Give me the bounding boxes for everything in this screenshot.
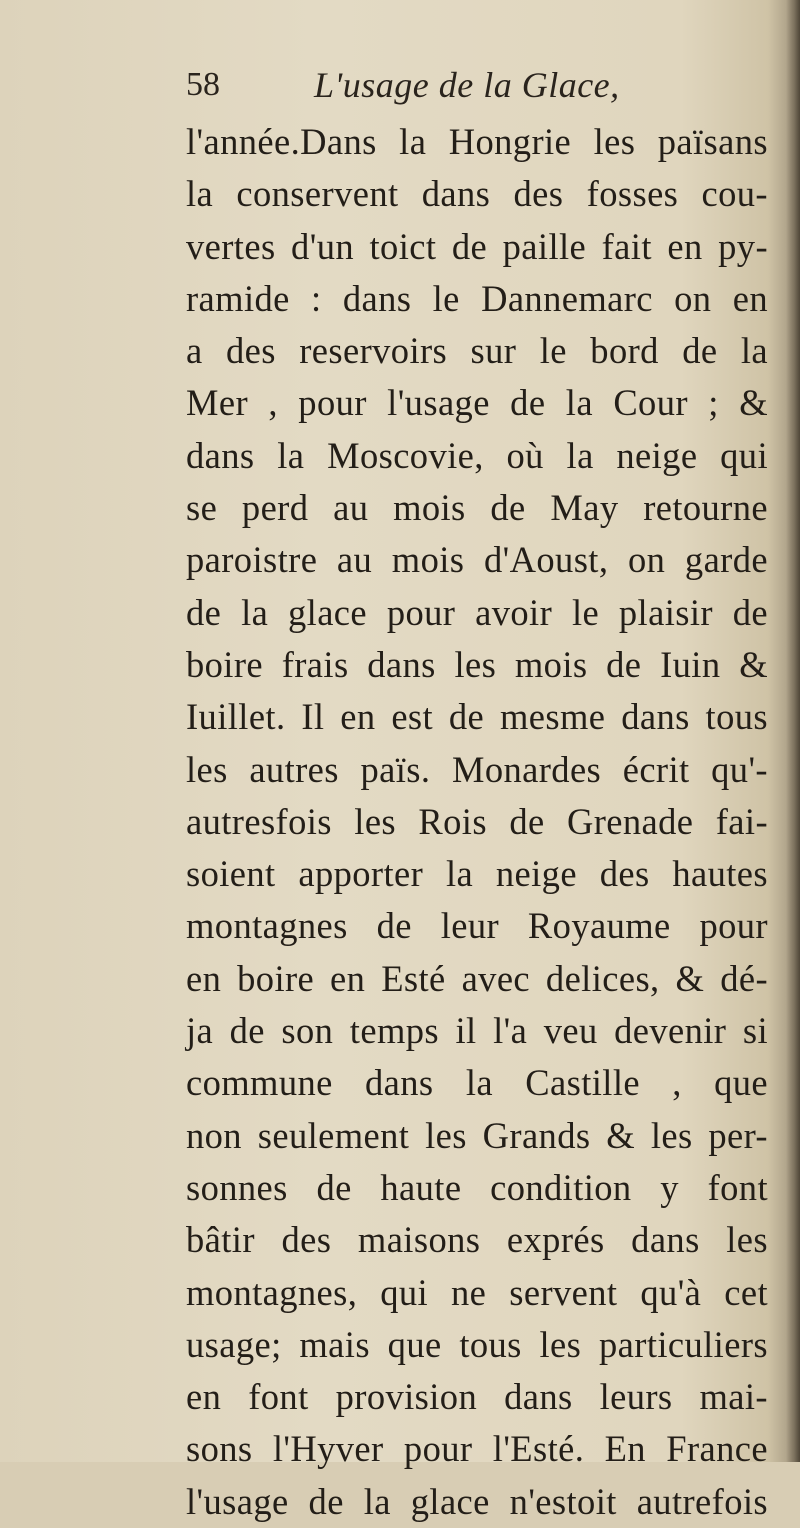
text-line: de la glace pour avoir le plaisir de [186, 591, 768, 633]
page-header [186, 62, 706, 112]
text-line: se perd au mois de May retourne [186, 487, 768, 529]
text-line: en boire en Esté avec delices, & dé- [186, 957, 768, 999]
text-line: soient apporter la neige des hautes [186, 853, 768, 895]
text-line: Iuillet. Il en est de mesme dans tous [186, 696, 768, 738]
text-line: montagnes de leur Royaume pour [186, 905, 768, 947]
text-line: sonnes de haute condition y font [186, 1166, 768, 1208]
text-line: les autres païs. Monardes écrit qu'- [186, 748, 768, 790]
text-line: paroistre au mois d'Aoust, on garde [186, 539, 768, 581]
text-line: montagnes, qui ne servent qu'à cet [186, 1271, 768, 1313]
text-line: bâtir des maisons exprés dans les [186, 1219, 768, 1261]
text-line: l'année.Dans la Hongrie les païsans [186, 121, 768, 162]
text-line: en font provision dans leurs mai- [186, 1376, 768, 1418]
running-title: L'usage de la Glace, [314, 65, 620, 105]
text-line: ja de son temps il l'a veu devenir si [186, 1010, 768, 1052]
text-line: a des reservoirs sur le bord de la [186, 330, 768, 372]
text-line: vertes d'un toict de paille fait en py- [186, 225, 768, 267]
page-number: 58 [186, 66, 220, 103]
text-line: la conservent dans des fosses cou- [186, 173, 768, 215]
text-line: autresfois les Rois de Grenade fai- [186, 800, 768, 842]
text-line: dans la Moscovie, où la neige qui [186, 434, 768, 476]
text-line: boire frais dans les mois de Iuin & [186, 643, 768, 685]
text-line: l'usage de la glace n'estoit autrefois [186, 1480, 768, 1522]
text-line: ramide : dans le Dannemarc on en [186, 277, 768, 319]
body-text [186, 116, 768, 1528]
text-line: usage; mais que tous les particuliers [186, 1323, 768, 1365]
text-line: commune dans la Castille , que [186, 1062, 768, 1104]
text-line: non seulement les Grands & les per- [186, 1114, 768, 1156]
text-line: Mer , pour l'usage de la Cour ; & [186, 382, 768, 424]
text-line: sons l'Hyver pour l'Esté. En France [186, 1428, 768, 1470]
page-edge-shadow [786, 0, 800, 1462]
